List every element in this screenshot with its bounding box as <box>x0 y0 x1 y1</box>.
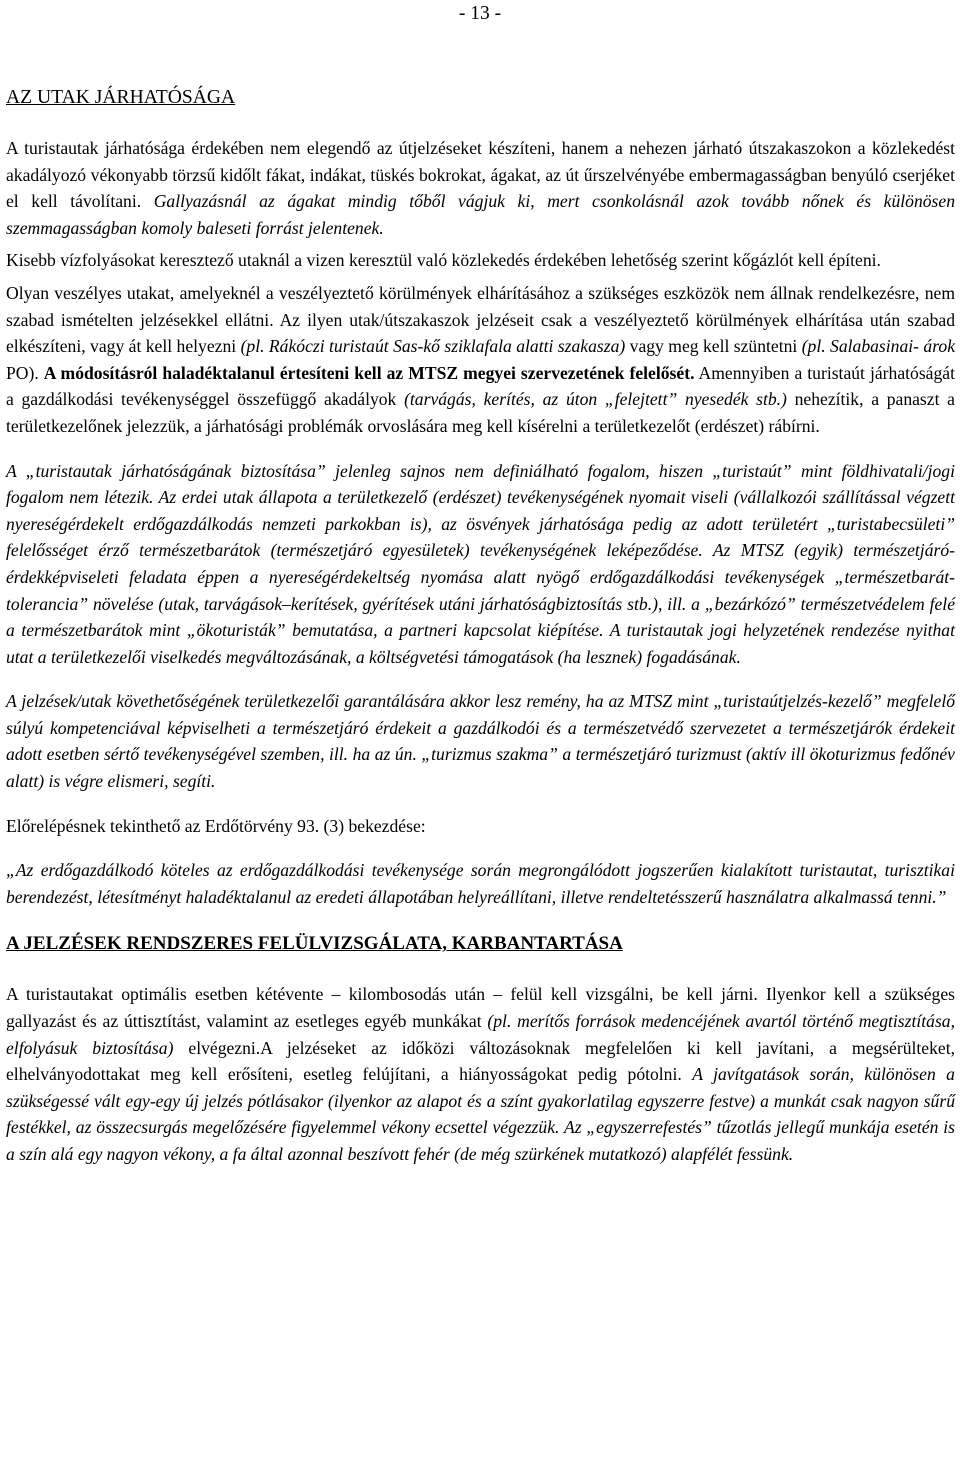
text-run: PO). <box>6 362 44 383</box>
paragraph-quote <box>6 857 955 910</box>
paragraph-definition <box>6 458 955 671</box>
section-heading-road-passability: AZ UTAK JÁRHATÓSÁGA <box>6 87 236 108</box>
document-body <box>6 85 955 1174</box>
text-run: A turistautak járhatósága érdekében nem elegendő az útjelzéseket készíteni, hanem a nehezen járható útszakaszokon a közlekedést akadályozó vékonyabb törzsű kidőlt fákat, indákat, tüskés bokrokat, ágakat, az út űrszelvényébe embermagasságban benyúló cserjéket el kell távolítani. <box>6 138 955 212</box>
section-heading-maintenance: A JELZÉSEK RENDSZERES FELÜLVIZSGÁLATA, KARBANTARTÁSA <box>6 933 623 955</box>
page-number: - 13 - <box>458 3 502 24</box>
italic-run: A „turistautak járhatóságának biztosítása” jelenleg sajnos nem definiálható fogalom, hiszen „turistaút” mint földhivatali/jogi fogalom nem létezik. Az erdei utak állapota a területkezelő (erdészet) tevékenységének nyomait viseli (vállalkozói szállítással végzett nyereségérdekelt erdőgazdálkodás nemzeti parkokban is), az ösvények járhatósága pedig az adott területért „turistabecsületi” felelősséget érző természetbarátok (természetjáró egyesületek) tevékenységének leképeződése. Az MTSZ (egyik) természetjáró-érdekképviseleti feladata éppen a nyereségérdekeltség nyomása alatt nyögő erdőgazdálkodási tevékenységek „természetbarát-tolerancia” növelése (utak, tarvágások–kerítések, gyérítések utáni járhatóságbiztosítás stb.), ill. a „bezárkózó” természetvédelem felé a természetbarátok mint „ökoturisták” bemutatása, a partneri kapcsolat kiépítése. A turistautak jogi helyzetének rendezése nyithat utat a területkezelői viselkedés megváltozásának, a költségvetési támogatások (ha lesznek) fogadásának. <box>6 460 955 667</box>
paragraph-clearing <box>6 135 955 241</box>
paragraph-forest-law: Előrelépésnek tekinthető az Erdőtörvény 93. (3) bekezdése: <box>6 815 426 836</box>
text-run: Amennyiben a turistaút járhatóságát a gazdálkodási tevékenységgel összefüggő akadályok <box>6 362 955 410</box>
paragraph-followability <box>6 688 955 794</box>
text-run: elvégezni.A jelzéseket az időközi változásoknak megfelelően ki kell javítani, a megsérülteket, elhelványodottakat meg kell erősíteni, esetleg felújítani, a hiányosságokat pedig pótolni. <box>6 1037 955 1085</box>
italic-run: (pl. Rákóczi turistaút Sas-kő sziklafala alatti szakasza) <box>240 336 626 357</box>
paragraph-dangerous-roads <box>6 280 955 440</box>
italic-run: (tarvágás, kerítés, az úton „felejtett” nyesedék stb.) <box>404 389 787 410</box>
text-run: A turistautakat optimális esetben kétévente – kilombosodás után – felül kell vizsgálni, be kell járni. Ilyenkor kell a szükséges gallyazást és az úttisztítást, valamint az esetleges egyéb munkákat <box>6 984 955 1032</box>
italic-run: A javítgatások során, különösen a szükségessé vált egy-egy új jelzés pótlásakor (ilyenkor az alapot és a színt gyakorlatilag egyszerre festve) a munkát csak nagyon sűrű festékkel, az összecsurgás megelőzésére figyelemmel vékony ecsettel végezzük. Az „egyszerrefestés” tűzotlás jellegű munkája esetén is a szín alá egy nagyon vékony, a fa által azonnal beszívott fehér (de még szürkének mutatkozó) alapfélét fessünk. <box>6 1064 955 1164</box>
italic-run: Gallyazásnál az ágakat mindig tőből vágjuk ki, mert csonkolásnál azok tovább nőnek és különösen szemmagasságban komoly baleseti forrást jelentenek. <box>6 191 955 238</box>
italic-run: (pl. merítős források medencéjének avartól történő megtisztítása, elfolyásuk biztosítása) <box>6 1011 955 1058</box>
paragraph-ford: Kisebb vízfolyásokat keresztező utaknál a vizen keresztül való közlekedés érdekében lehetőség szerint kőgázlót kell építeni. <box>6 250 881 271</box>
text-run: Olyan veszélyes utakat, amelyeknél a veszélyeztető körülmények elhárításához a szükséges eszközök nem állnak rendelkezésre, nem szabad ismételten jelzésekkel ellátni. Az ilyen utak/útszakaszok jelzéseit csak a veszélyeztető körülmények elhárítása után szabad elkészíteni, vagy át kell helyezni <box>6 282 955 357</box>
bold-run: A módosításról haladéktalanul értesíteni kell az MTSZ megyei szervezetének felelősét. <box>43 362 695 383</box>
italic-run: (pl. Salabasinai- árok <box>801 336 956 357</box>
text-run: vagy meg kell szüntetni <box>625 336 802 357</box>
paragraph-maintenance <box>6 981 955 1167</box>
text-run: nehezítik, a panaszt a területkezelőnek jelezzük, a járhatósági problémák orvoslására meg kell kísérelni a területkezelőt (erdészet) rábírni. <box>6 389 955 436</box>
italic-run: A jelzések/utak követhetőségének területkezelői garantálására akkor lesz remény, ha az MTSZ mint „turistaútjelzés-kezelő” megfelelő súlyú kompetenciával képviselheti a természetjáró érdekeit a gazdálkodói és a természetvédő szervezetet a természetjárók érdekeit adott esetben sértő tevékenységével szemben, ill. ha az ún. „turizmus szakma” a természetjáró turizmust (aktív ill ökoturizmus fedőnév alatt) is végre elismeri, segíti. <box>6 691 955 792</box>
italic-run: „Az erdőgazdálkodó köteles az erdőgazdálkodási tevékenysége során megrongálódott jogszerűen kialakított turistautat, turisztikai berendezést, létesítményt haladéktalanul az eredeti állapotában helyreállítani, illetve rendeltetésszerű használatra alkalmassá tenni.” <box>6 860 955 907</box>
